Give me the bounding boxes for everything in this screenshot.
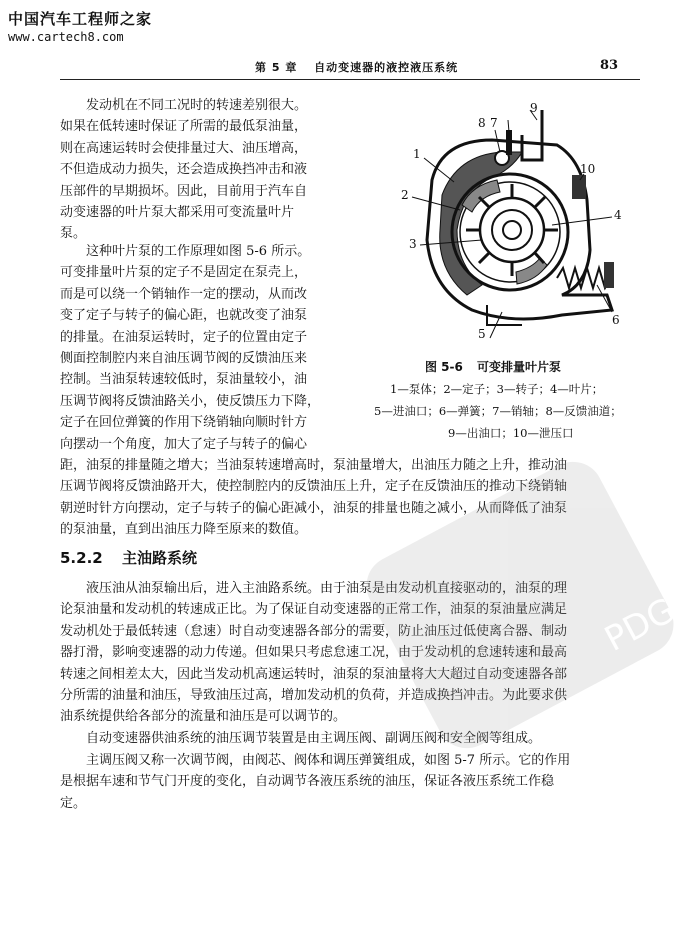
paragraph-1 [60,95,338,245]
text-line: 距，油泵的排量随之增大；当油泵转速增高时，泵油量增大，出油压力随之上升，推动油 [60,458,568,473]
text-line: 而是可以绕一个销轴作一定的摆动，从而改 [60,286,308,302]
text-line: 不但造成动力损失，还会造成换挡冲击和液 [60,162,308,178]
chapter-title: 第 5 章 自动变速器的液控液压系统 [255,61,459,74]
header-rule [60,79,640,80]
text-line: 油系统提供给各部分的流量和油压是可以调节的。 [60,709,347,725]
spring-seat [604,262,614,288]
watermark-stamp [350,440,690,770]
section-title: 主油路系统 [121,549,197,567]
callout-5: 5 [478,327,486,341]
paragraph-2-left [60,241,338,455]
text-line: 定。 [60,795,87,811]
outlet-port [522,110,542,160]
callout-9: 9 [530,101,538,115]
site-logo-text: 中国汽车工程师之家 [8,10,153,28]
feedback-passage [506,130,512,155]
callout-10: 10 [580,162,596,176]
callout-8: 8 [478,116,486,130]
figure-title: 可变排量叶片泵 [477,360,562,374]
text-line: 的排量。在油泵运转时，定子的位置由定子 [60,329,308,345]
figure-number: 图 5-6 [425,360,463,374]
figure-legend-line: 1—泵体；2—定子；3—转子；4—叶片； [390,382,604,396]
text-line: 自动变速器供油系统的油压调节装置是由主调压阀、副调压阀和安全阀等组成。 [86,731,542,746]
text-line: 定子在回位弹簧的作用下绕销轴向顺时针方 [60,415,308,431]
text-line: 液压油从油泵输出后，进入主油路系统。由于油泵是由发动机直接驱动的，油泵的理 [86,581,568,596]
callout-6: 6 [612,313,620,327]
vane-pump-diagram [372,100,642,342]
figure-vane-pump [372,100,642,342]
text-line: 动变速器的叶片泵大都采用可变流量叶片 [60,205,295,221]
text-line: 分所需的油量和油压，导致油压过高，增加发动机的负荷，并造成换挡冲击。为此要求供 [60,688,568,704]
relief-port [572,175,586,199]
text-line: 向摆动一个角度，加大了定子与转子的偏心 [60,436,308,452]
text-line: 变了定子与转子的偏心距，也就改变了油泵 [60,308,308,324]
text-line: 泵。 [60,226,87,242]
text-line: 是根据车速和节气门开度的变化，自动调节各液压系统的油压，保证各液压系统工作稳 [60,774,555,790]
text-line: 则在高速运转时会使排量过大、油压增高， [60,140,308,156]
site-url: www.cartech8.com [8,30,124,44]
callout-7: 7 [490,116,498,130]
figure-legend-line: 9—出油口；10—泄压口 [448,426,574,440]
page-number: 83 [600,58,619,73]
text-line: 压调节阀将反馈油路关小，使反馈压力下降， [60,393,321,409]
text-line: 朝逆时针方向摆动，定子与转子的偏心距减小，油泵的排量也随之减小，从而降低了油泵 [60,500,568,516]
text-line: 主调压阀又称一次调节阀，由阀芯、阀体和调压弹簧组成，如图 5-7 所示。它的作用 [86,753,571,768]
watermark-graphic [350,440,690,770]
text-line: 压调节阀将反馈油路开大，使控制腔内的反馈油压上升，定子在反馈油压的推动下绕销轴 [60,479,568,495]
section-number: 5.2.2 [60,549,103,567]
text-line: 发动机在不同工况时的转速差别很大。 [86,98,308,113]
text-line: 可变排量叶片泵的定子不是固定在泵壳上， [60,265,308,281]
text-line: 侧面控制腔内来自油压调节阀的反馈油压来 [60,351,308,367]
text-line: 控制。当油泵转速较低时，泵油量较小，油 [60,372,308,388]
figure-caption-title [425,358,561,375]
text-line: 器打滑，影响变速器的动力传递。但如果只考虑怠速工况，由于发动机的怠速转速和最高 [60,645,568,661]
figure-legend-line: 5—进油口；6—弹簧；7—销轴；8—反馈油道； [374,404,622,418]
text-line: 压部件的早期损坏。因此，目前用于汽车自 [60,183,308,199]
text-line: 转速之间相差太大，因此当发动机高速运转时，油泵的泵油量将大大超过自动变速器各部 [60,666,568,682]
watermark-text: PDG [598,590,682,660]
text-line: 发动机处于最低转速（怠速）时自动变速器各部分的需要，防止油压过低使离合器、制动 [60,623,568,639]
callout-2: 2 [401,188,409,202]
text-line: 论泵油量和发动机的转速成正比。为了保证自动变速器的正常工作，油泵的泵油量应满足 [60,602,568,618]
section-heading [60,547,197,568]
callout-1: 1 [413,147,421,161]
text-line: 这种叶片泵的工作原理如图 5-6 所示。 [86,244,311,259]
callout-4: 4 [614,208,622,222]
text-line: 如果在低转速时保证了所需的最低泵油量， [60,119,308,135]
callout-3: 3 [409,237,417,251]
shaft [503,221,521,239]
text-line: 的泵油量，直到出油压力降至原来的数值。 [60,522,308,538]
